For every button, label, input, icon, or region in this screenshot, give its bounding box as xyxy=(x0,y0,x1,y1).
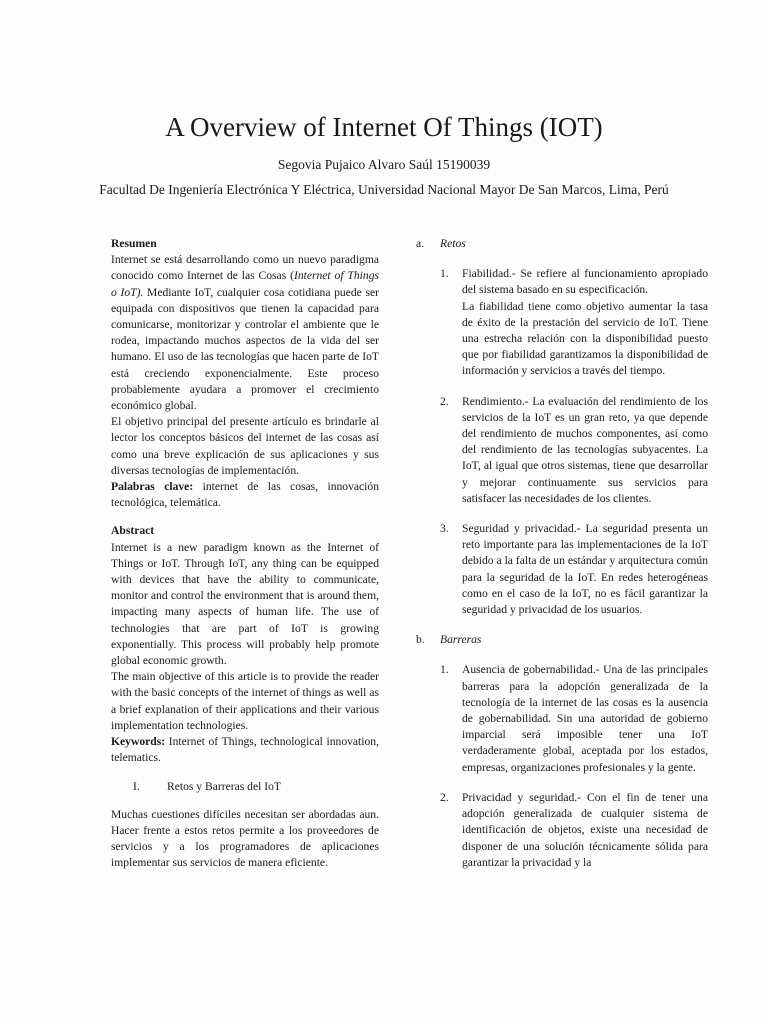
palabras-text: internet de las cosas, innovación tecnológica, telemática. xyxy=(111,480,380,510)
palabras-label: Palabras clave: xyxy=(111,480,194,494)
list-item-number: 2. xyxy=(440,394,449,408)
resumen-paragraph-1 xyxy=(111,252,379,414)
resumen-paragraph-2: El objetivo principal del presente artículo es brindarle al lector los conceptos básicos del internet de las cosas así como una breve explicación de sus aplicaciones y sus diversas tecnologías de implementación. xyxy=(111,415,379,477)
list-item-text-2: La fiabilidad tiene como objetivo aumentar la tasa de éxito de la prestación del servicio de IoT. Tiene una estrecha relación con la disponibilidad puesto que por fiabilidad garantizamos la disponibilidad de información y servicios a través del tiempo. xyxy=(462,299,708,378)
list-item-text: Ausencia de gobernabilidad.- Una de las principales barreras para la adopción generalizada de la tecnología de la internet de las cosas es la ausencia de gobernabilidad. Sin una autoridad de gobierno imparcial será imposible tener una IoT verdaderamente global, aceptada por los estados, empresas, organizaciones profesionales y la gente. xyxy=(462,663,708,774)
resumen-text-italic: Internet of Things o IoT). xyxy=(111,269,379,299)
abstract-heading: Abstract xyxy=(111,524,155,538)
left-column xyxy=(111,236,379,872)
list-item-text: Fiabilidad.- Se refiere al funcionamiento apropiado del sistema basado en su especificación. xyxy=(462,267,708,297)
list-item-text: Rendimiento.- La evaluación del rendimiento de los servicios de la IoT es un gran reto, ya que depende del rendimiento de muchos componentes, así como del rendimiento de las tecnologías subyacentes. La IoT, al igual que otros sistemas, tiene que desarrollar y mejorar continuamente sus servicios para satisfacer las necesidades de los clientes. xyxy=(462,394,708,505)
list-item-number: 1. xyxy=(440,663,449,677)
resumen-text-a: Internet se está desarrollando como un nuevo paradigma conocido como Internet de las Cosas ( xyxy=(111,253,379,283)
list-item xyxy=(416,790,708,871)
subsection-b-label: b. xyxy=(416,633,425,647)
list-item-text: Privacidad y seguridad.- Con el fin de tener una adopción generalizada de cualquier sistema de identificación de objetos, existe una necesidad de disponer de una solución técnicamente sólida para garantizar la privacidad y la xyxy=(462,790,708,869)
list-item xyxy=(416,662,708,775)
section-number: I. xyxy=(133,779,140,793)
subsection-a-label: a. xyxy=(416,237,425,250)
list-item xyxy=(416,266,708,379)
subsection-a-heading xyxy=(416,236,708,252)
list-item-number: 1. xyxy=(440,267,449,281)
list-item-number: 3. xyxy=(440,522,449,536)
resumen-text-b: Mediante IoT, cualquier cosa cotidiana puede ser equipada con dispositivos que tienen la capacidad para comunicarse, monitorizar y controlar el ambiente que le rodea, impactando muchos aspectos de la vida del ser humano. El uso de las tecnologías que hacen parte de IoT está creciendo exponencialmente. Este proceso probablemente ayudara a promover el crecimiento económico global. xyxy=(111,285,380,413)
keywords xyxy=(111,734,379,766)
keywords-label: Keywords: xyxy=(111,735,166,749)
barreras-list xyxy=(416,662,708,870)
section-title: Retos y Barreras del IoT xyxy=(167,779,281,793)
abstract-paragraph-1: Internet is a new paradigm known as the Internet of Things or IoT. Through IoT, any thing can be equipped with devices that have the ability to communicate, monitor and control the environment that is around them, impacting many aspects of human life. The use of technologies that are part of IoT is growing exponentially. This process will probably help promote global economic growth. xyxy=(111,540,379,668)
subsection-b-title: Barreras xyxy=(440,633,482,647)
list-item xyxy=(416,394,708,507)
right-column xyxy=(416,236,708,885)
affiliation-line: Facultad De Ingeniería Electrónica Y Eléctrica, Universidad Nacional Mayor De San Marcos, Lima, Perú xyxy=(99,182,669,197)
list-item xyxy=(416,521,708,618)
retos-list xyxy=(416,266,708,618)
palabras-clave xyxy=(111,479,379,511)
list-item-text: Seguridad y privacidad.- La seguridad presenta un reto importante para las implementaciones de la IoT debido a la falta de un estándar y arquitectura común para la seguridad de la IoT. En redes heterogéneas como en el caso de la IoT, no es fácil garantizar la seguridad y privacidad de los usuarios. xyxy=(462,522,708,617)
paper-title: A Overview of Internet Of Things (IOT) xyxy=(165,112,603,142)
resumen-heading: Resumen xyxy=(111,237,157,250)
list-item-number: 2. xyxy=(440,790,449,804)
subsection-a-title: Retos xyxy=(440,237,466,250)
section-paragraph: Muchas cuestiones difíciles necesitan ser abordadas aun. Hacer frente a estos retos permite a los proveedores de servicios y a los programadores de aplicaciones implementar sus servicios de manera eficiente. xyxy=(111,807,379,870)
keywords-text: Internet of Things, technological innovation, telematics. xyxy=(111,735,379,765)
author-line: Segovia Pujaico Alvaro Saúl 15190039 xyxy=(277,157,491,172)
subsection-b-heading xyxy=(416,632,708,648)
abstract-paragraph-2: The main objective of this article is to provide the reader with the basic concepts of the internet of things as well as a brief explanation of their applications and their various implementation technologies. xyxy=(111,670,379,732)
section-heading xyxy=(111,779,379,795)
